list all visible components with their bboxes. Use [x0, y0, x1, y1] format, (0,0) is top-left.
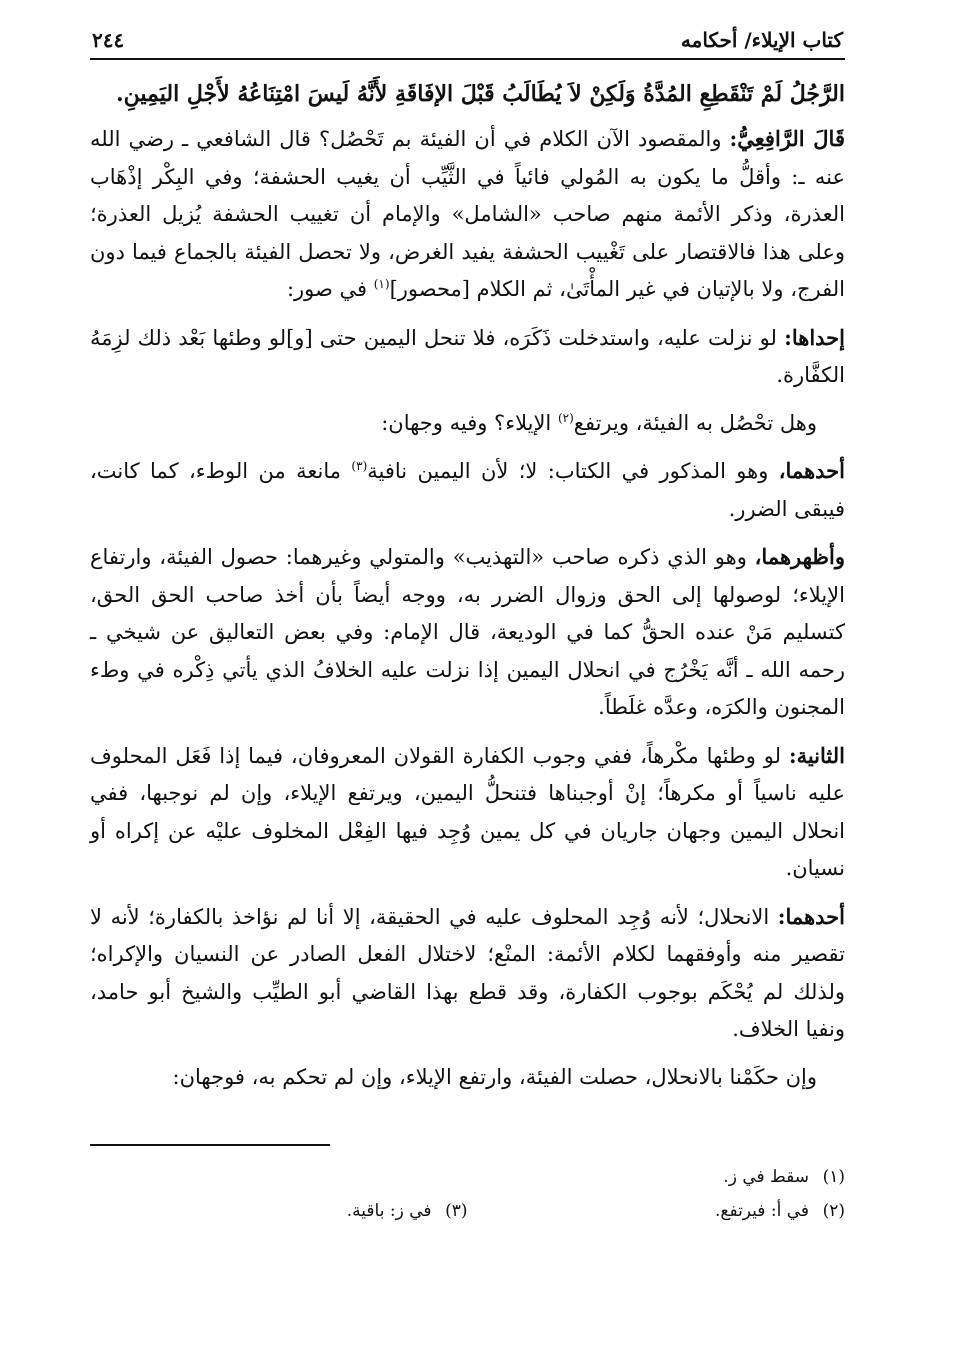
paragraph-text: وإن حكَمْنا بالانحلال، حصلت الفيئة، وارتفع الإيلاء، وإن لم تحكم به، فوجهان:: [172, 1064, 817, 1089]
paragraph-text: وهو الذي ذكره صاحب «التهذيب» والمتولي وغيرهما: حصول الفيئة، وارتفاع الإيلاء؛ لوصولها إلى الحق وزوال الضرر به، ووجه أيضاً بأن أخذ صاحب الحق الحق، كتسليم مَنْ عنده الحقُّ كما في الوديعة، قال الإمام: وفي بعض التعاليق عن شيخي ـ رحمه الله ـ أنَّه يَخْرُج في انحلال اليمين إذا نزلت عليه الخلافُ الذي يأتي ذِكْره في وطء المجنون والكرَه، وعدَّه غلَطاً.: [90, 545, 845, 719]
footnote: [465, 1160, 845, 1194]
footnote-number: (١): [822, 1167, 845, 1187]
paragraph: [90, 120, 845, 309]
footnote-row: [90, 1194, 845, 1228]
paragraph-tail: الإيلاء؟ وفيه وجهان:: [381, 410, 558, 435]
paragraph-text: وهو المذكور في الكتاب: لا؛ لأن اليمين نافية: [367, 459, 779, 483]
footnote-text: سقط في ز.: [723, 1167, 809, 1187]
body-text: [90, 120, 845, 1096]
paragraph: [90, 319, 845, 395]
paragraph-lead: الثانية:: [788, 742, 845, 768]
footnote-number: (٢): [822, 1201, 845, 1221]
matn-text: الرَّجُلُ لَمْ تَنْقَطِعِ المُدَّةُ وَلَكِنْ لاَ يُطَالَبُ قَبْلَ الإفَاقَةِ لأَنَّهُ لَيسَ امْتِنَاعُهُ لأَجْلِ اليَمِينِ.: [115, 81, 845, 107]
paragraph-tail: مانعة من الوطء، كما كانت، فيبقى الضرر.: [90, 459, 845, 521]
footnote: [468, 1194, 846, 1228]
footnote-text: في ز: باقية.: [346, 1201, 432, 1221]
footnote: [90, 1194, 468, 1228]
footnote-ref: (١): [373, 277, 390, 291]
page-number: ٢٤٤: [92, 28, 125, 52]
footnote-ref: (٣): [351, 459, 368, 473]
paragraph: [90, 1059, 845, 1097]
paragraph: [90, 452, 845, 528]
paragraph-lead: وأظهرهما،: [754, 544, 845, 569]
footnote-text: في أ: فيرتفع.: [715, 1201, 809, 1221]
paragraph-tail: في صور:: [286, 277, 374, 301]
paragraph-lead: أحدهما:: [777, 903, 845, 929]
paragraph-text: لو نزلت عليه، واستدخلت ذَكَرَه، فلا تنحل اليمين حتى [و]لو وطئها بَعْد ذلك لزِمَهُ الكفَّارة.: [90, 325, 845, 387]
paragraph-text: لو وطئها مكْرهاً، ففي وجوب الكفارة القولان المعروفان، فيما إذا فَعَل المحلوف عليه ناسياً أو مكرهاً؛ إنْ أوجبناها فتنحلُّ اليمين، ويرتفع الإيلاء، وإن لم نوجبها، ففي انحلال اليمين وجهان جاريان في كل يمين وُجِد فيها الفِعْل المخلوف عليْه عن إكراه أو نسيان.: [90, 743, 845, 880]
paragraph-lead: قَالَ الرَّافِعِيُّ:: [729, 126, 845, 151]
footnote-row: [90, 1160, 845, 1194]
footnote-number: (٣): [445, 1201, 468, 1221]
footnote-ref: (٢): [557, 410, 574, 425]
paragraph-text: والمقصود الآن الكلام في أن الفيئة بم تَحْصُل؟ قال الشافعي ـ رضي الله عنه ـ: وأقلُّ ما يكون به المُولي فائياً في الثَّيِّب أن يغيب الحشفة؛ وفي البِكْر إذْهَاب العذرة، وذكر الأئمة منهم صاحب «الشامل» والإمام أن تغييب الحشفة يُزيل العذرة؛ وعلى هذا فالاقتصار على تَغْييب الحشفة يفيد الغرض، ولا تحصل الفيئة بالجماع فيما دون الفرج، ولا بالإتيان في غير المأْتَىٰ، ثم الكلام [محصور]: [90, 127, 845, 301]
footnote-separator-wrap: [90, 1106, 845, 1160]
paragraph-lead: إحداها:: [784, 324, 845, 350]
paragraph-text: الانحلال؛ لأنه وُجِد المحلوف عليه في الحقيقة، إلا أنا لم نؤاخذ بالكفارة؛ لأنه لا تقصير منه وأوفقهما لكلام الأئمة: المنْع؛ لاختلال الفعل الصادر عن النسيان والإكراه؛ ولذلك لم يُحْكَم بوجوب الكفارة، وقد قطع بهذا القاضي أبو الطيِّب والشيخ أبو حامد، ونفيا الخلاف.: [90, 904, 845, 1041]
paragraph: [90, 538, 845, 727]
header-rule: [90, 58, 845, 60]
footnotes: [90, 1160, 845, 1228]
paragraph: [90, 737, 845, 888]
footnote-separator: [90, 1144, 330, 1146]
paragraph: [90, 405, 845, 443]
header-title: كتاب الإيلاء/ أحكامه: [680, 28, 843, 52]
paragraph-text: وهل تحْصُل به الفيئة، ويرتفع: [573, 410, 817, 435]
paragraph: [90, 898, 845, 1049]
paragraph-lead: أحدهما،: [778, 458, 845, 483]
book-page: [90, 28, 845, 1228]
running-header: [90, 28, 845, 58]
